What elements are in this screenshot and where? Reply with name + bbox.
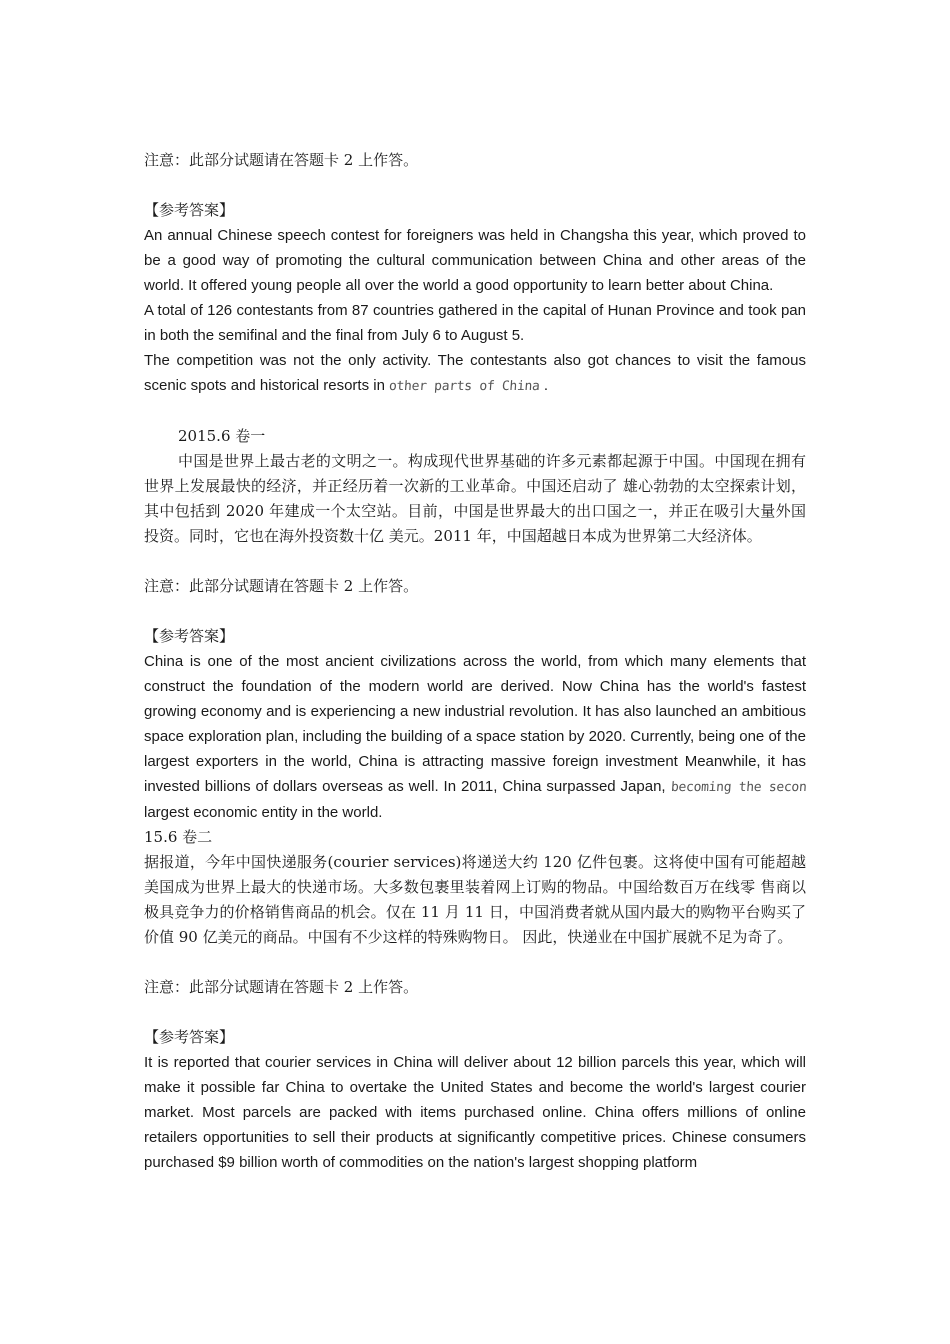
section-heading: 15.6 卷二: [144, 828, 213, 846]
exam-note: 注意：此部分试题请在答题卡 2 上作答。: [144, 577, 419, 595]
section-heading: 2015.6 卷一: [178, 427, 266, 445]
answer-paragraph: [144, 649, 806, 825]
answer-label: 【参考答案】: [144, 627, 235, 645]
answer-label: 【参考答案】: [144, 201, 235, 219]
answer-paragraph: [144, 348, 806, 399]
answer-paragraph: A total of 126 contestants from 87 countries gathered in the capital of Hunan Province and took pan in both the semifinal and the final from July 6 to August 5.: [144, 302, 806, 344]
exam-note: 注意：此部分试题请在答题卡 2 上作答。: [144, 978, 419, 996]
answer-text: largest economic entity in the world.: [144, 804, 383, 821]
answer-text: The competition was not the only activity. The contestants also got chances to visit the famous scenic spots and historical resorts in: [144, 352, 806, 394]
answer-paragraph: It is reported that courier services in China will deliver about 12 billion parcels this year, which will make it possible far China to overtake the United States and become the world's largest courier market. Most parcels are packed with items purchased online. China offers millions of online retailers opportunities to sell their products at significantly competitive prices. Chinese consumers purchased $9 billion worth of commodities on the nation's largest shopping platform: [144, 1054, 806, 1171]
chinese-passage: 中国是世界上最古老的文明之一。构成现代世界基础的许多元素都起源于中国。中国现在拥有世界上发展最快的经济，并正经历着一次新的工业革命。中国还启动了 雄心勃勃的太空探索计划，其中包括到 2020 年建成一个太空站。目前，中国是世界最大的出口国之一，并正在吸引大量外国投资。同时，它也在海外投资数十亿 美元。2011 年，中国超越日本成为世界第二大经济体。: [144, 452, 806, 545]
answer-text: China is one of the most ancient civilizations across the world, from which many elements that construct the foundation of the modern world are derived. Now China has the world's fastest growing economy and is experiencing a new industrial revolution. It has also launched an ambitious space exploration plan, including the building of a space station by 2020. Currently, being one of the largest exporters in the world, China is attracting massive foreign investment Meanwhile, it has invested billions of dollars overseas as well. In 2011, China surpassed Japan,: [144, 653, 806, 795]
answer-text: .: [543, 377, 548, 394]
handwritten-text: other parts of China: [388, 379, 541, 394]
exam-note: 注意：此部分试题请在答题卡 2 上作答。: [144, 151, 419, 169]
handwritten-text: becoming the secon: [669, 780, 807, 795]
chinese-passage: 据报道，今年中国快递服务(courier services)将递送大约 120 亿件包裹。这将使中国有可能超越美国成为世界上最大的快递市场。大多数包裹里装着网上订购的物品。中国给数百万在线零 售商以极具竞争力的价格销售商品的机会。仅在 11 月 11 日，中国消费者就从国内最大的购物平台购买了价值 90 亿美元的商品。中国有不少这样的特殊购物日。 因此，快递业在中国扩展就不足为奇了。: [144, 853, 806, 946]
document-page: [144, 148, 806, 1175]
answer-paragraph: An annual Chinese speech contest for foreigners was held in Changsha this year, which proved to be a good way of promoting the cultural communication between China and other areas of the world. It offered young people all over the world a good opportunity to learn better about China.: [144, 227, 806, 294]
answer-label: 【参考答案】: [144, 1028, 235, 1046]
